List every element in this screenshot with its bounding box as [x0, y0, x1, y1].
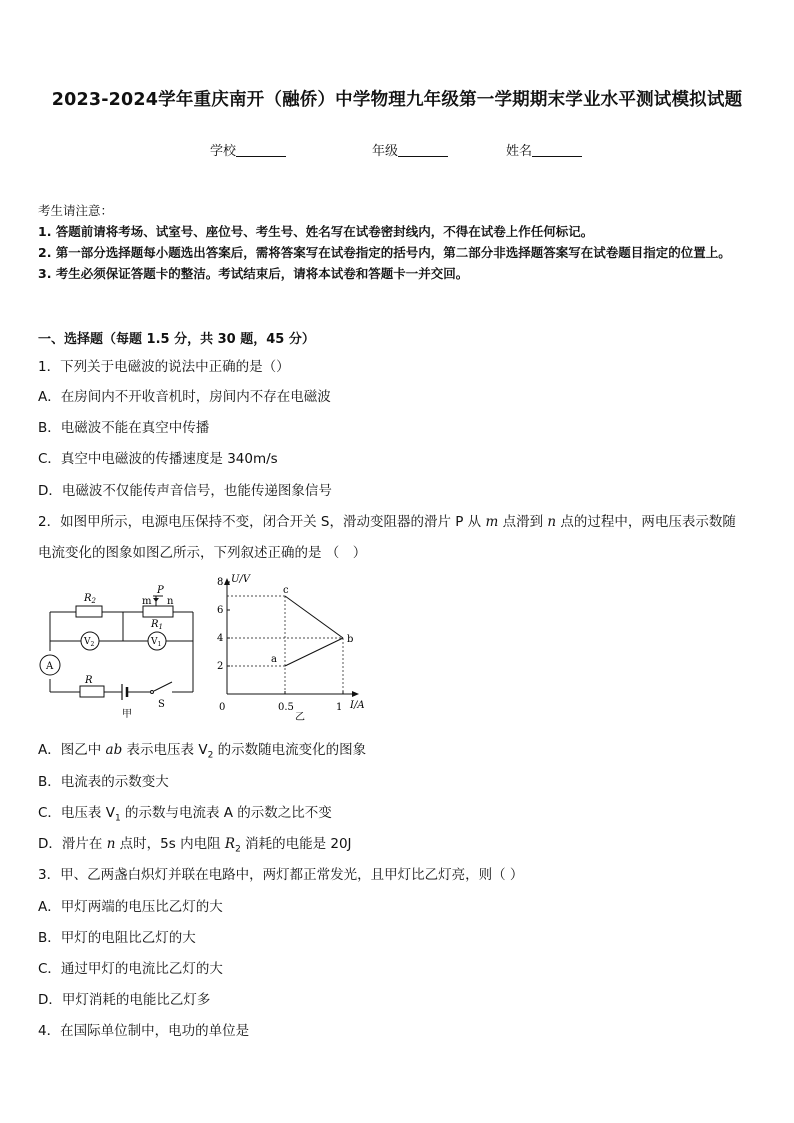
q2-option-a: A．图乙中 ab 表示电压表 $V_2$ 的示数随电流变化的图象	[38, 742, 367, 761]
q3-option-c: C．通过甲灯的电流比乙灯的大	[38, 961, 223, 977]
svg-text:V2: $V_2$	[84, 637, 95, 648]
q3-option-b: B．甲灯的电阻比乙灯的大	[38, 930, 196, 946]
y-tick-label: 8	[217, 577, 224, 588]
svg-text:R: R	[85, 675, 93, 686]
svg-text:V1: $V_1$	[151, 637, 162, 648]
resistor-r	[80, 686, 104, 697]
student-info-row	[0, 140, 794, 160]
q2-option-c: C．电压表 $V_1$ 的示数与电流表 A 的示数之比不变	[38, 805, 332, 824]
q1-option-b: B．电磁波不能在真空中传播	[38, 420, 210, 436]
page-title: 2023-2024学年重庆南开（融侨）中学物理九年级第一学期期末学业水平测试模拟试题	[51, 90, 743, 110]
notice-item-3: 3. 考生必须保证答题卡的整洁。考试结束后，请将本试卷和答题卡一并交回。	[38, 266, 469, 281]
point-c-label: c	[283, 585, 289, 596]
q2-option-b: B．电流表的示数变大	[38, 774, 169, 790]
svg-text:S: S	[158, 699, 165, 710]
svg-text:n: n	[167, 596, 174, 607]
svg-text:P: P	[157, 585, 164, 596]
notice-item-2: 2. 第一部分选择题每小题选出答案后，需将答案写在试卷指定的括号内，第二部分非选择题答案写在试卷题目指定的位置上。	[38, 245, 731, 260]
y-tick-label: 4	[217, 633, 224, 644]
guide-lines	[227, 596, 343, 694]
q2-stem-line1: 2．如图甲所示，电源电压保持不变，闭合开关 S，滑动变阻器的滑片 P 从 m 点滑到 n 点的过程中，两电压表示数随	[38, 514, 736, 530]
x-axis-label: I/A	[350, 700, 365, 711]
y-tick-label: 2	[217, 661, 224, 672]
grade-field: 年级	[372, 140, 448, 159]
r1-rheostat	[143, 606, 173, 617]
q2-stem-line2: 电流变化的图象如图乙所示，下列叙述正确的是 （ ）	[38, 545, 367, 561]
point-a-label: a	[271, 654, 277, 665]
axis-ticks	[217, 577, 343, 713]
q1-option-d: D．电磁波不仅能传声音信号，也能传递图象信号	[38, 483, 332, 499]
school-field: 学校	[210, 140, 286, 159]
x-tick-label: 1	[336, 702, 343, 713]
switch-s	[154, 682, 172, 691]
q1-option-a: A．在房间内不开收音机时，房间内不存在电磁波	[38, 389, 331, 405]
q4-stem: 4．在国际单位制中，电功的单位是	[38, 1023, 250, 1039]
origin-label: 0	[219, 702, 226, 713]
svg-text:R2: $R_2$	[84, 593, 96, 605]
svg-text:R1: $R_1$	[151, 619, 163, 631]
y-axis-label: U/V	[231, 574, 251, 585]
notice-item-1: 1. 答题前请将考场、试室号、座位号、考生号、姓名写在试卷密封线内，不得在试卷上作任何标记。	[38, 224, 594, 239]
r2-resistor	[76, 606, 102, 617]
circuit-diagram	[38, 584, 208, 724]
section-heading: 一、选择题（每题 1.5 分，共 30 题，45 分）	[38, 332, 315, 347]
series-line-2	[285, 596, 343, 638]
point-b-label: b	[347, 634, 354, 645]
x-tick-label: 0.5	[278, 702, 294, 713]
q3-option-d: D．甲灯消耗的电能比乙灯多	[38, 992, 211, 1008]
graph-lines	[285, 596, 343, 666]
svg-text:甲: 甲	[122, 709, 132, 720]
q1-stem: 1．下列关于电磁波的说法中正确的是（）	[38, 359, 290, 375]
series-line-1	[285, 638, 343, 666]
q3-stem: 3．甲、乙两盏白炽灯并联在电路中，两灯都正常发光，且甲灯比乙灯亮，则（ ）	[38, 867, 524, 883]
svg-text:m: m	[142, 596, 152, 607]
yi-label: 乙	[295, 712, 305, 722]
name-field: 姓名	[506, 140, 582, 159]
y-tick-label: 6	[217, 605, 224, 616]
exam-notice	[38, 200, 768, 284]
q2-option-d: D．滑片在 n 点时，5s 内电阻 $R_2$ 消耗的电能是 20J	[38, 836, 352, 855]
u-i-graph	[205, 572, 385, 722]
q1-option-c: C．真空中电磁波的传播速度是 340m/s	[38, 451, 278, 467]
notice-heading: 考生请注意：	[38, 203, 114, 218]
svg-text:A: A	[46, 661, 54, 672]
q3-option-a: A．甲灯两端的电压比乙灯的大	[38, 899, 223, 915]
